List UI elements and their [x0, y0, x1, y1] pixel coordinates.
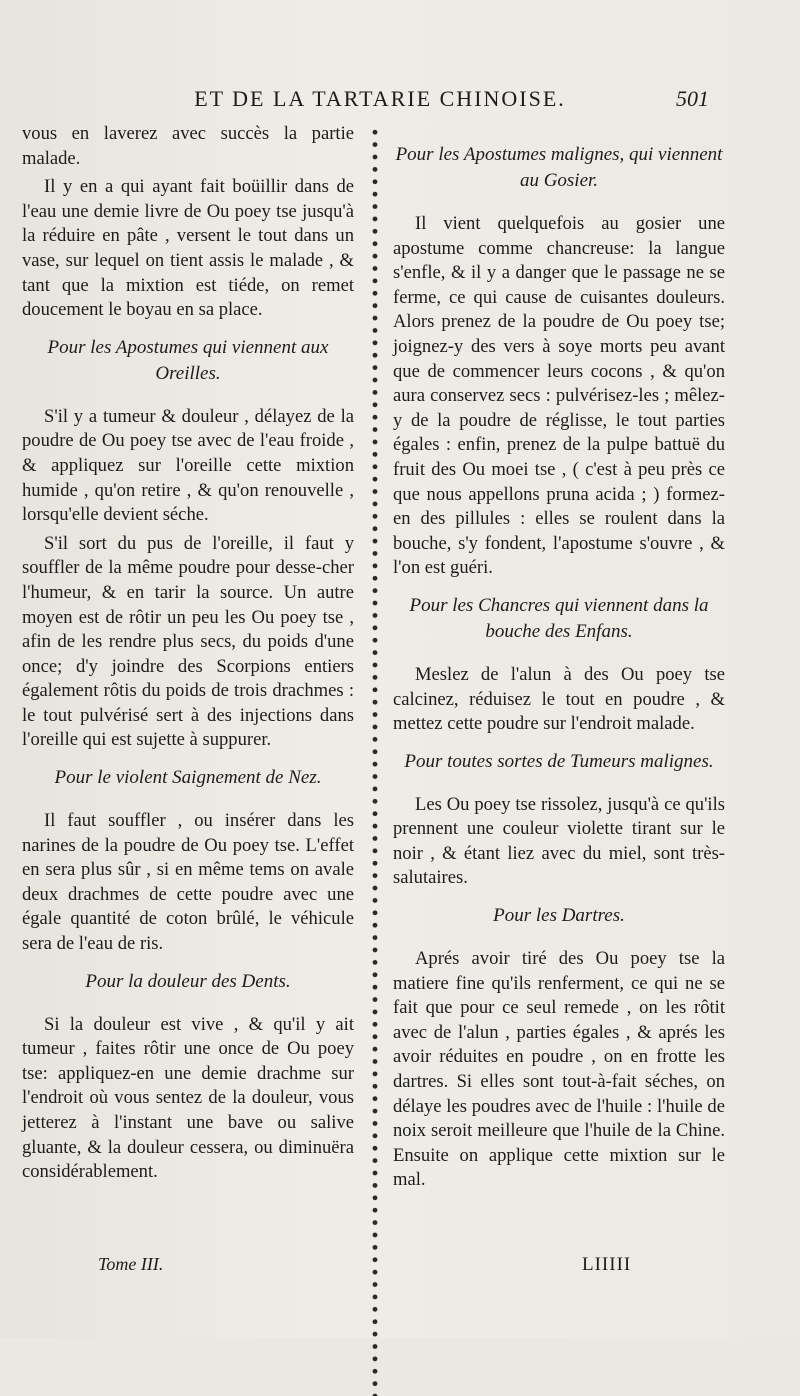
section-heading: Pour la douleur des Dents.: [85, 970, 291, 992]
section-heading: Pour toutes sortes de Tumeurs malignes.: [404, 750, 714, 772]
paragraph: Il y en a qui ayant fait boüillir dans de l'eau une demie livre de Ou poey tse jusqu'à la réduire en pâte , versent le tout dans un vase, sur lequel on tient assis le malade , & tant que la mixtion est tiéde, on remet doucement le boyau en sa place.: [22, 176, 354, 321]
section-heading: Pour les Apostumes malignes, qui viennent au Gosier.: [395, 144, 723, 191]
paragraph: Si la douleur est vive , & qu'il y ait tumeur , faites rôtir une once de Ou poey tse: appliquez-en une demie drachme sur l'endroit où vous sentez de la douleur, vous jetterez à l'instant une bave ou salive gluante, & la douleur cessera, ou diminuëra considérablement.: [22, 1013, 354, 1183]
paragraph: S'il y a tumeur & douleur , délayez de la poudre de Ou poey tse avec de l'eau froide , & appliquez sur l'oreille cette mixtion humide , qu'on retire , & qu'on renouvelle , lorsqu'elle devient séche.: [22, 405, 354, 526]
paragraph: S'il sort du pus de l'oreille, il faut y souffler de la même poudre pour desse-cher l'humeur, & en tarir la source. Un autre moyen est de rôtir un peu les Ou poey tse , afin de les rendre plus secs, du poids d'une once; d'y joindre des Scorpions entiers également rôtis du poids de trois drachmes : le tout pulvérisé sert à des injections dans l'oreille qui est sujette à suppurer.: [22, 532, 354, 751]
section-heading: Pour les Chancres qui viennent dans la bouche des Enfans.: [409, 594, 709, 642]
running-title: ET DE LA TARTARIE CHINOISE.: [194, 86, 566, 111]
paragraph: vous en laverez avec succès la partie malade.: [22, 123, 354, 169]
left-column: [22, 122, 354, 1189]
page-number: 501: [676, 86, 709, 111]
signature-mark: LIIIII: [582, 1254, 632, 1275]
right-column: [393, 142, 725, 1197]
ornamental-column-divider: [368, 126, 382, 1396]
paragraph: Aprés avoir tiré des Ou poey tse la matiere fine qu'ils renferment, ce qui ne se fait que pour ce seul remede , on les rôtit avec de l'alun , parties égales , & aprés les avoir réduites en poudre , on en frotte les dartres. Si elles sont tout-à-fait séches, on délaye les poudres avec de l'huile : l'huile de noix seroit meilleure que l'huile de la Chine. Ensuite on applique cette mixtion sur le mal.: [393, 948, 725, 1191]
section-heading: Pour le violent Saignement de Nez.: [54, 767, 322, 789]
section-heading: Pour les Apostumes qui viennent aux Oreilles.: [47, 336, 329, 384]
paragraph: Il vient quelquefois au gosier une apostume comme chancreuse: la langue s'enfle, & il y a danger que le passage ne se ferme, ce qui cause de cuisantes douleurs. Alors prenez de la poudre de Ou poey tse; joignez-y des vers à soye morts peu avant que de commencer leurs cocons , & qu'on aura conservez secs : pulvérisez-les ; mêlez-y de la poudre de réglisse, le tout parties égales : enfin, prenez de la pulpe battuë du fruit des Ou moei tse , ( c'est à peu près ce que nous appellons pruna acida ; ) formez-en des pillules : elles se roulent dans la bouche, s'y fondent, l'apostume s'ouvre , & l'on est guéri.: [393, 213, 725, 579]
volume-label: Tome III.: [98, 1254, 164, 1274]
paragraph: Il faut souffler , ou insérer dans les narines de la poudre de Ou poey tse. L'effet en sera plus sûr , si en même tems on avale deux drachmes de cette poudre avec une égale quantité de coton brûlé, le véhicule sera de l'eau de ris.: [22, 810, 354, 955]
paragraph: Les Ou poey tse rissolez, jusqu'à ce qu'ils prennent une couleur violette tirant sur le noir , & étant liez avec du miel, sont très-salutaires.: [393, 793, 725, 889]
paragraph: Meslez de l'alun à des Ou poey tse calcinez, réduisez le tout en poudre , & mettez cette poudre sur l'endroit malade.: [393, 663, 725, 735]
section-heading: Pour les Dartres.: [493, 905, 625, 927]
